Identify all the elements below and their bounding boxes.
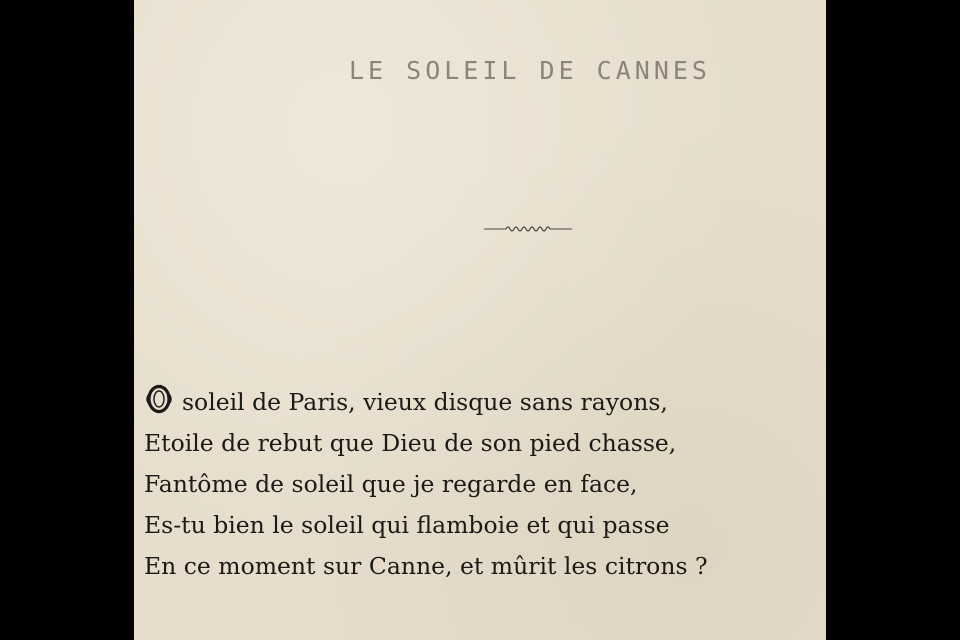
poem-line-4: Es-tu bien le soleil qui flamboie et qui passe [144,511,670,539]
decorated-initial-o-icon [144,384,174,414]
poem-line-1 [144,382,708,423]
poem-line-5: En ce moment sur Canne, et mûrit les citrons ? [144,552,708,580]
wavy-rule-icon [484,222,572,236]
poem-stanza [144,382,708,587]
poem-title: LE SOLEIL DE CANNES [349,56,711,85]
book-page [134,0,826,640]
poem-line-2: Etoile de rebut que Dieu de son pied chasse, [144,429,677,457]
poem-line-3: Fantôme de soleil que je regarde en face, [144,470,638,498]
poem-line-text: soleil de Paris, vieux disque sans rayons, [182,388,668,416]
